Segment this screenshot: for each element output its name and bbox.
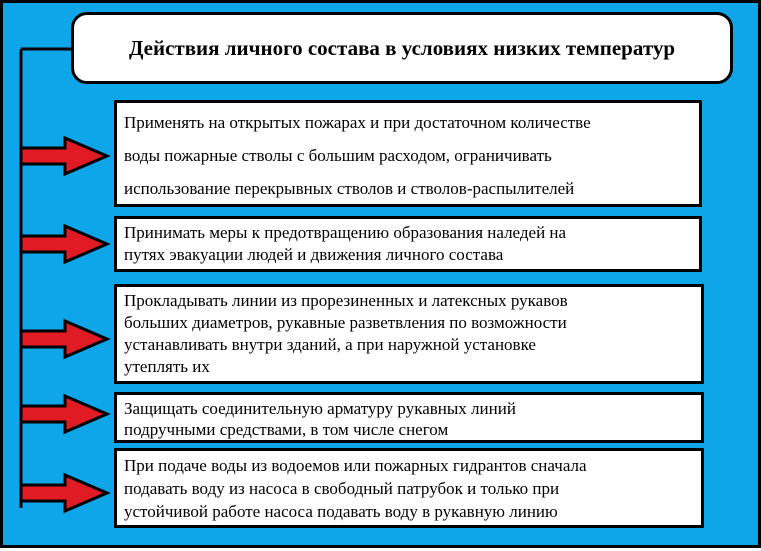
action-text-5: При подаче воды из водоемов или пожарных гидрантов сначала подавать воду из насоса в свободный патрубок и только при устойчивой работе насоса подавать воду в рукавную линию [124, 456, 587, 521]
action-text-1: Применять на открытых пожарах и при достаточном количестве воды пожарные стволы с большим расходом, ограничивать использование перекрывных стволов и стволов-распылителей [124, 113, 591, 198]
arrow-3 [21, 321, 107, 357]
action-text-2: Принимать меры к предотвращению образования наледей на путях эвакуации людей и движения личного состава [124, 223, 567, 264]
action-box-2 [114, 216, 702, 272]
arrow-2 [21, 226, 107, 262]
action-box-1 [114, 100, 702, 207]
arrow-5 [21, 475, 107, 511]
action-box-3 [114, 284, 704, 384]
action-text-3: Прокладывать линии из прорезиненных и латексных рукавов больших диаметров, рукавные разветвления по возможности устанавливать внутри зданий, а при наружной установке утеплять их [124, 291, 568, 376]
arrow-4 [21, 396, 107, 432]
action-box-5 [114, 448, 704, 528]
action-text-4: Защищать соединительную арматуру рукавных линий подручными средствами, в том числе снегом [124, 399, 516, 439]
diagram-title: Действия личного состава в условиях низких температур [128, 35, 676, 60]
action-box-4 [114, 392, 704, 443]
arrow-1 [21, 138, 107, 174]
title-box [71, 12, 733, 84]
